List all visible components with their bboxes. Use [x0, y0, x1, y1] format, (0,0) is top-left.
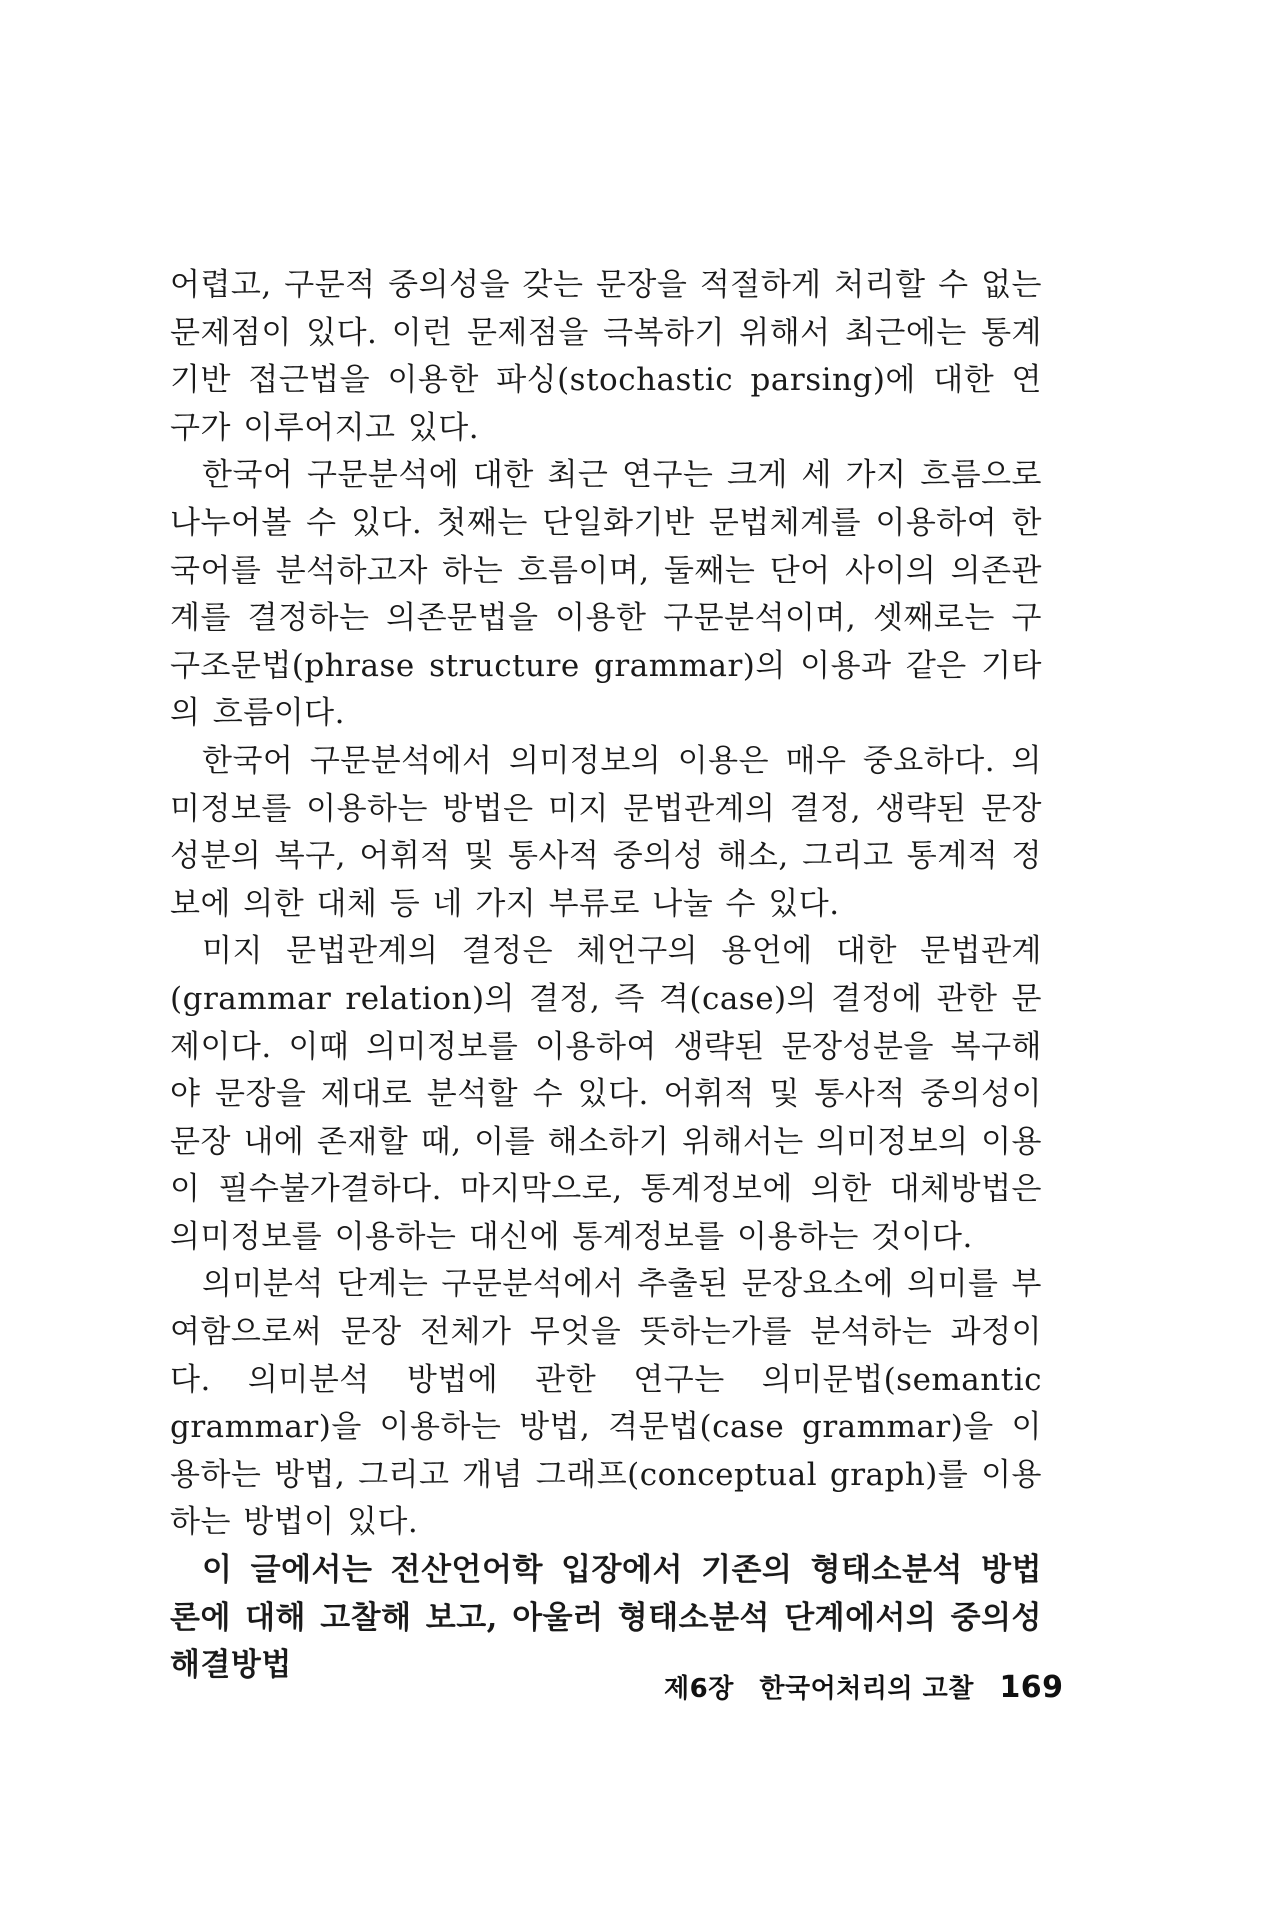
paragraph-2: 한국어 구문분석에 대한 최근 연구는 크게 세 가지 흐름으로 나누어볼 수 있다. 첫째는 단일화기반 문법체계를 이용하여 한국어를 분석하고자 하는 흐름이며, 둘째는 단어 사이의 의존관계를 결정하는 의존문법을 이용한 구문분석이며, 셋째로는 구구조문법(phrase structure grammar)의 이용과 같은 기타의 흐름이다.: [170, 457, 1042, 732]
paragraph-1: 어렵고, 구문적 중의성을 갖는 문장을 적절하게 처리할 수 없는 문제점이 있다. 이런 문제점을 극복하기 위해서 최근에는 통계기반 접근법을 이용한 파싱(stochastic parsing)에 대한 연구가 이루어지고 있다.: [170, 267, 1042, 446]
body-text: [170, 262, 1042, 1690]
page-number: 169: [999, 1670, 1064, 1705]
paragraph-3: 한국어 구문분석에서 의미정보의 이용은 매우 중요하다. 의미정보를 이용하는 방법은 미지 문법관계의 결정, 생략된 문장성분의 복구, 어휘적 및 통사적 중의성 해소, 그리고 통계적 정보에 의한 대체 등 네 가지 부류로 나눌 수 있다.: [170, 742, 1042, 922]
paragraph-5: 의미분석 단계는 구문분석에서 추출된 문장요소에 의미를 부여함으로써 문장 전체가 무엇을 뜻하는가를 분석하는 과정이다. 의미분석 방법에 관한 연구는 의미문법(semantic grammar)을 이용하는 방법, 격문법(case grammar)을 이용하는 방법, 그리고 개념 그래프(conceptual graph)를 이용하는 방법이 있다.: [170, 1266, 1042, 1541]
footer-chapter: 제6장: [664, 1674, 734, 1704]
document-page: [170, 262, 1042, 1762]
paragraph-4: 미지 문법관계의 결정은 체언구의 용언에 대한 문법관계(grammar relation)의 결정, 즉 격(case)의 결정에 관한 문제이다. 이때 의미정보를 이용하여 생략된 문장성분을 복구해야 문장을 제대로 분석할 수 있다. 어휘적 및 통사적 중의성이 문장 내에 존재할 때, 이를 해소하기 위해서는 의미정보의 이용이 필수불가결하다. 마지막으로, 통계정보에 의한 대체방법은 의미정보를 이용하는 대신에 통계정보를 이용하는 것이다.: [170, 933, 1042, 1255]
page-footer: [664, 1668, 1064, 1705]
footer-title: 한국어처리의 고찰: [759, 1674, 974, 1704]
paragraph-6: 이 글에서는 전산언어학 입장에서 기존의 형태소분석 방법론에 대해 고찰해 보고, 아울러 형태소분석 단계에서의 중의성 해결방법: [170, 1552, 1042, 1684]
